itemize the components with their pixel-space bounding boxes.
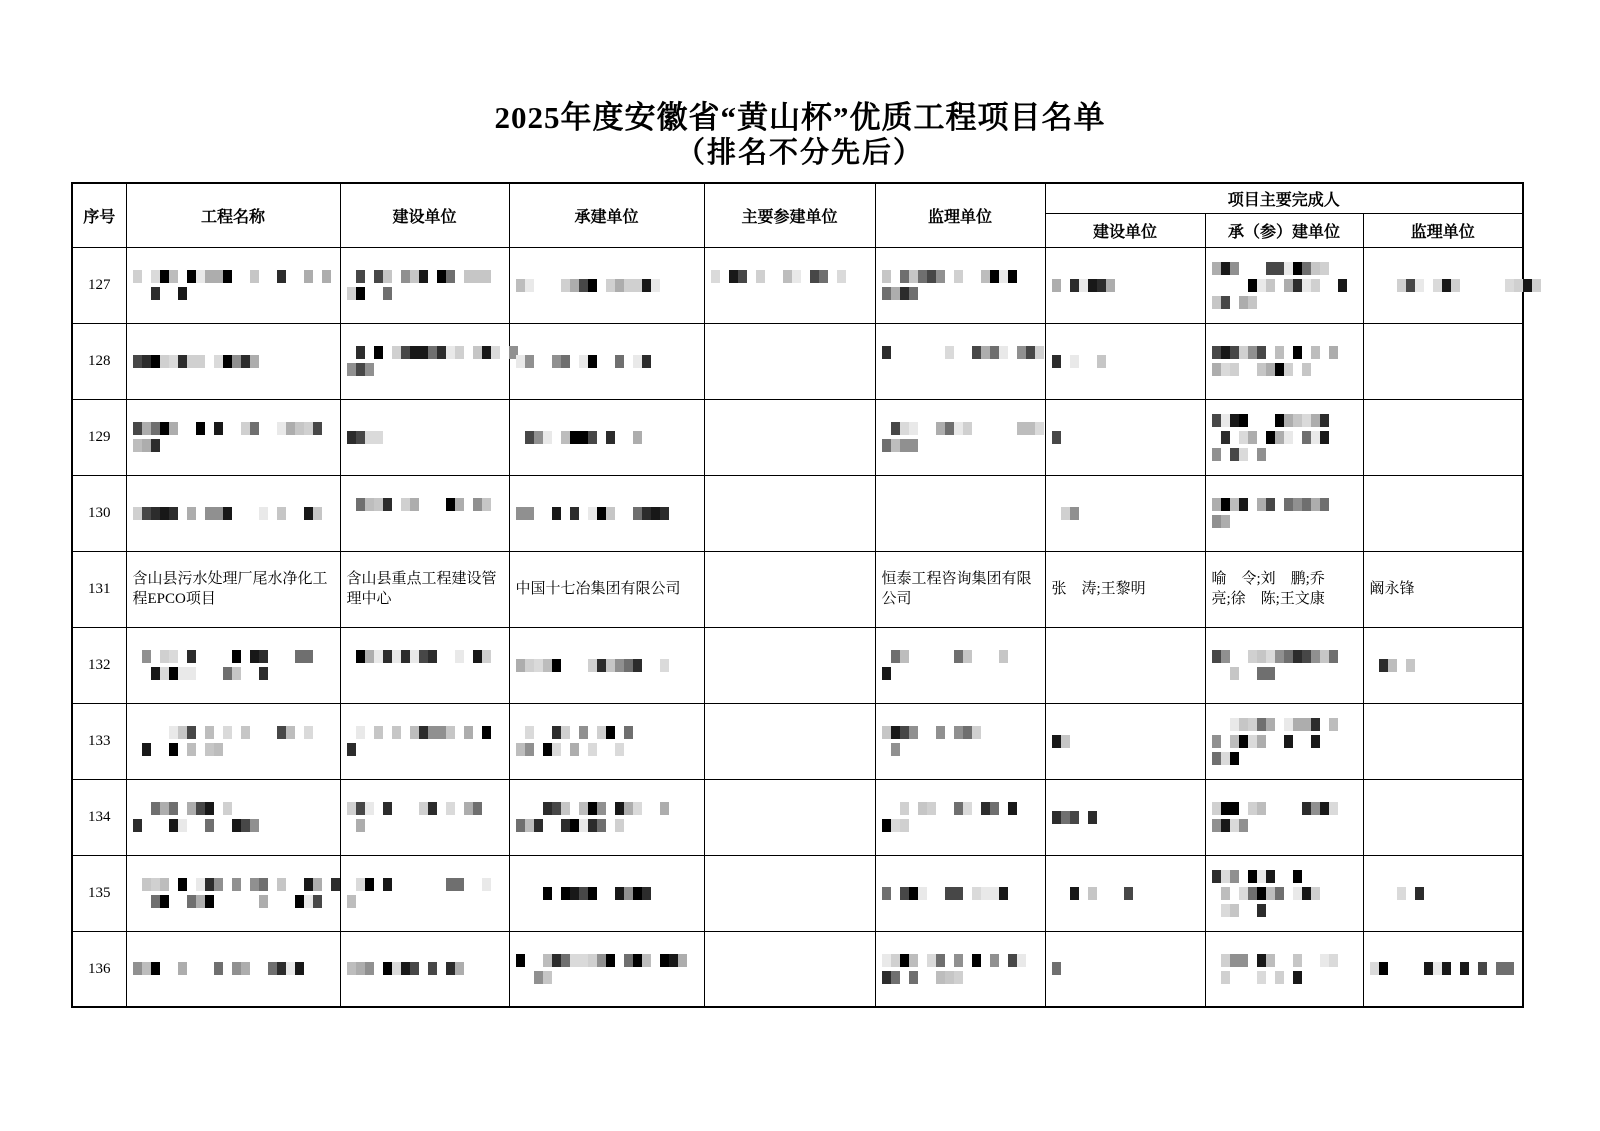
cell-completer-construction [1045, 855, 1205, 931]
cell-completer-contractor [1205, 247, 1363, 323]
row-number: 135 [72, 855, 126, 931]
cell-completer-construction [1045, 399, 1205, 475]
redacted-text-line [347, 878, 503, 891]
redacted-text-line [1212, 667, 1357, 680]
redacted-text-line [133, 726, 334, 739]
cell-construction-unit [340, 475, 509, 551]
redacted-text-line [347, 270, 503, 283]
cell-supervision-unit [875, 855, 1045, 931]
row-number: 134 [72, 779, 126, 855]
title-line-2: （排名不分先后） [675, 137, 924, 169]
redacted-text-line [1212, 870, 1357, 883]
redacted-text-line [347, 346, 503, 359]
cell-supervision-unit [875, 779, 1045, 855]
row-number: 136 [72, 931, 126, 1007]
table-row [72, 779, 1523, 855]
cell-completer-contractor [1205, 855, 1363, 931]
row-number: 129 [72, 399, 126, 475]
cell-participating-unit [704, 399, 875, 475]
cell-contractor-unit [509, 931, 704, 1007]
redacted-text-line [882, 726, 1039, 739]
redacted-text-line [516, 431, 698, 444]
cell-project-name [126, 627, 340, 703]
cell-completer-supervision [1363, 703, 1523, 779]
cell-completer-supervision [1363, 931, 1523, 1007]
redacted-text-line [882, 971, 1039, 984]
redacted-text-line [347, 962, 503, 975]
redacted-text-line [1212, 448, 1357, 461]
redacted-text-line [347, 515, 503, 528]
redacted-text-line [133, 355, 334, 368]
redacted-text-line [1212, 296, 1357, 309]
redacted-text-line [1212, 802, 1357, 815]
redacted-text-line [1212, 954, 1357, 967]
redacted-text-line [347, 650, 503, 663]
table-body [72, 247, 1523, 1007]
redacted-text-line [711, 287, 869, 300]
cell-completer-supervision [1363, 855, 1523, 931]
header-participating-unit: 主要参建单位 [704, 183, 875, 247]
redacted-text-line [1370, 962, 1517, 975]
cell-project-name [126, 247, 340, 323]
header-completer-supervision: 监理单位 [1363, 213, 1523, 247]
redacted-text-line [516, 954, 698, 967]
redacted-text-line [516, 355, 698, 368]
table-row [72, 627, 1523, 703]
cell-completer-contractor [1205, 323, 1363, 399]
redacted-text-line [882, 363, 1039, 376]
redacted-text-line [133, 287, 334, 300]
cell-project-name [126, 855, 340, 931]
redacted-text-line [882, 650, 1039, 663]
cell-completer-construction [1045, 779, 1205, 855]
redacted-text-line [1212, 650, 1357, 663]
redacted-text-line [882, 287, 1039, 300]
redacted-text-line [1212, 262, 1357, 275]
redacted-text-line [882, 439, 1039, 452]
cell-contractor-unit [509, 703, 704, 779]
table-row [72, 475, 1523, 551]
document-title [0, 100, 1600, 170]
header-completer-construction: 建设单位 [1045, 213, 1205, 247]
redacted-text-line [882, 346, 1039, 359]
redacted-text-line [1052, 355, 1199, 368]
cell-contractor-unit [509, 399, 704, 475]
cell-completer-construction [1045, 627, 1205, 703]
header-row-number: 序号 [72, 183, 126, 247]
redacted-text-line [516, 507, 698, 520]
redacted-text-line [1052, 962, 1199, 975]
redacted-text-line [882, 422, 1039, 435]
redacted-text-line [1212, 414, 1357, 427]
redacted-text-line [347, 498, 503, 511]
cell-contractor-unit [509, 779, 704, 855]
cell-project-name [126, 399, 340, 475]
redacted-text-line [133, 422, 334, 435]
redacted-text-line [1212, 515, 1357, 528]
redacted-text-line [516, 887, 698, 900]
redacted-text-line [882, 270, 1039, 283]
cell-contractor-unit [509, 627, 704, 703]
row-number: 127 [72, 247, 126, 323]
redacted-text-line [882, 802, 1039, 815]
redacted-text-line [347, 363, 503, 376]
redacted-text-line [133, 667, 334, 680]
row-number: 128 [72, 323, 126, 399]
cell-project-name [126, 779, 340, 855]
cell-contractor-unit [509, 475, 704, 551]
redacted-text-line [347, 287, 503, 300]
header-main-completers-group: 项目主要完成人 [1045, 183, 1523, 213]
cell-supervision-unit [875, 475, 1045, 551]
redacted-text-line [516, 726, 698, 739]
redacted-text-line [882, 667, 1039, 680]
redacted-text-line [133, 507, 334, 520]
cell-completer-contractor: 喻 令;刘 鹏;乔 亮;徐 陈;王文康 [1205, 551, 1363, 627]
cell-project-name: 含山县污水处理厂尾水净化工程EPCO项目 [126, 551, 340, 627]
cell-completer-contractor [1205, 399, 1363, 475]
redacted-text-line [1212, 735, 1357, 748]
cell-project-name [126, 931, 340, 1007]
cell-completer-construction [1045, 931, 1205, 1007]
redacted-text-line [133, 878, 334, 891]
redacted-text-line [882, 887, 1039, 900]
cell-participating-unit [704, 779, 875, 855]
cell-participating-unit [704, 323, 875, 399]
projects-table [71, 182, 1524, 1008]
redacted-text-line [347, 667, 503, 680]
redacted-text-line [133, 802, 334, 815]
redacted-text-line [882, 743, 1039, 756]
cell-participating-unit [704, 703, 875, 779]
cell-completer-supervision [1363, 475, 1523, 551]
redacted-text-line [1212, 819, 1357, 832]
redacted-text-line [347, 802, 503, 815]
cell-construction-unit [340, 247, 509, 323]
cell-participating-unit [704, 475, 875, 551]
redacted-text-line [1212, 498, 1357, 511]
redacted-text-line [347, 895, 503, 908]
header-completer-contractor: 承（参）建单位 [1205, 213, 1363, 247]
redacted-text-line [1052, 811, 1199, 824]
redacted-text-line [347, 819, 503, 832]
cell-project-name [126, 703, 340, 779]
cell-completer-supervision: 阚永锋 [1363, 551, 1523, 627]
table-row [72, 323, 1523, 399]
cell-construction-unit [340, 855, 509, 931]
redacted-text-line [347, 726, 503, 739]
header-construction-unit: 建设单位 [340, 183, 509, 247]
redacted-text-line [516, 971, 698, 984]
redacted-text-line [133, 962, 334, 975]
redacted-text-line [1212, 346, 1357, 359]
cell-construction-unit [340, 323, 509, 399]
redacted-text-line [347, 431, 503, 444]
redacted-text-line [882, 819, 1039, 832]
row-number: 133 [72, 703, 126, 779]
cell-contractor-unit [509, 247, 704, 323]
redacted-text-line [1052, 507, 1199, 520]
redacted-text-line [1052, 735, 1199, 748]
cell-supervision-unit [875, 323, 1045, 399]
redacted-text-line [882, 954, 1039, 967]
cell-supervision-unit: 恒泰工程咨询集团有限公司 [875, 551, 1045, 627]
redacted-text-line [1212, 887, 1357, 900]
redacted-text-line [1212, 971, 1357, 984]
header-project-name: 工程名称 [126, 183, 340, 247]
cell-construction-unit: 含山县重点工程建设管理中心 [340, 551, 509, 627]
cell-completer-construction [1045, 323, 1205, 399]
cell-construction-unit [340, 779, 509, 855]
table-row [72, 855, 1523, 931]
cell-completer-construction [1045, 703, 1205, 779]
cell-completer-contractor [1205, 475, 1363, 551]
cell-construction-unit [340, 931, 509, 1007]
redacted-text-line [133, 439, 334, 452]
redacted-text-line [711, 270, 869, 283]
redacted-text-line [516, 743, 698, 756]
cell-participating-unit [704, 247, 875, 323]
title-line-1: 2025年度安徽省“黄山杯”优质工程项目名单 [494, 100, 1106, 135]
redacted-text-line [133, 743, 334, 756]
cell-supervision-unit [875, 931, 1045, 1007]
redacted-text-line [1212, 904, 1357, 917]
cell-supervision-unit [875, 399, 1045, 475]
cell-completer-supervision [1363, 627, 1523, 703]
cell-project-name [126, 323, 340, 399]
row-number: 130 [72, 475, 126, 551]
table-row [72, 247, 1523, 323]
cell-completer-contractor [1205, 931, 1363, 1007]
redacted-text-line [1052, 887, 1199, 900]
redacted-text-line [1370, 887, 1517, 900]
redacted-text-line [133, 895, 334, 908]
cell-completer-construction: 张 涛;王黎明 [1045, 551, 1205, 627]
redacted-text-line [1370, 279, 1517, 292]
row-number: 131 [72, 551, 126, 627]
redacted-text-line [1052, 279, 1199, 292]
cell-completer-supervision [1363, 779, 1523, 855]
redacted-text-line [1212, 752, 1357, 765]
redacted-text-line [1052, 431, 1199, 444]
cell-participating-unit [704, 855, 875, 931]
table-row [72, 703, 1523, 779]
redacted-text-line [133, 819, 334, 832]
cell-completer-construction [1045, 247, 1205, 323]
cell-participating-unit [704, 551, 875, 627]
header-contractor-unit: 承建单位 [509, 183, 704, 247]
redacted-text-line [516, 802, 698, 815]
redacted-text-line [1212, 279, 1357, 292]
cell-participating-unit [704, 627, 875, 703]
cell-supervision-unit [875, 247, 1045, 323]
table-row [72, 551, 1523, 627]
cell-completer-supervision [1363, 323, 1523, 399]
header-supervision-unit: 监理单位 [875, 183, 1045, 247]
cell-completer-supervision [1363, 247, 1523, 323]
redacted-text-line [1212, 363, 1357, 376]
table-row [72, 399, 1523, 475]
redacted-text-line [516, 819, 698, 832]
redacted-text-line [1212, 718, 1357, 731]
redacted-text-line [347, 743, 503, 756]
redacted-text-line [133, 270, 334, 283]
cell-supervision-unit [875, 703, 1045, 779]
cell-completer-contractor [1205, 779, 1363, 855]
cell-participating-unit [704, 931, 875, 1007]
redacted-text-line [1370, 659, 1517, 672]
cell-completer-contractor [1205, 703, 1363, 779]
cell-supervision-unit [875, 627, 1045, 703]
cell-construction-unit [340, 399, 509, 475]
cell-completer-construction [1045, 475, 1205, 551]
redacted-text-line [516, 659, 698, 672]
cell-construction-unit [340, 703, 509, 779]
redacted-text-line [1212, 431, 1357, 444]
redacted-text-line [133, 650, 334, 663]
redacted-text-line [516, 279, 698, 292]
cell-completer-supervision [1363, 399, 1523, 475]
cell-project-name [126, 475, 340, 551]
cell-contractor-unit [509, 323, 704, 399]
cell-completer-contractor [1205, 627, 1363, 703]
table-row [72, 931, 1523, 1007]
cell-contractor-unit [509, 855, 704, 931]
cell-contractor-unit: 中国十七冶集团有限公司 [509, 551, 704, 627]
cell-construction-unit [340, 627, 509, 703]
row-number: 132 [72, 627, 126, 703]
